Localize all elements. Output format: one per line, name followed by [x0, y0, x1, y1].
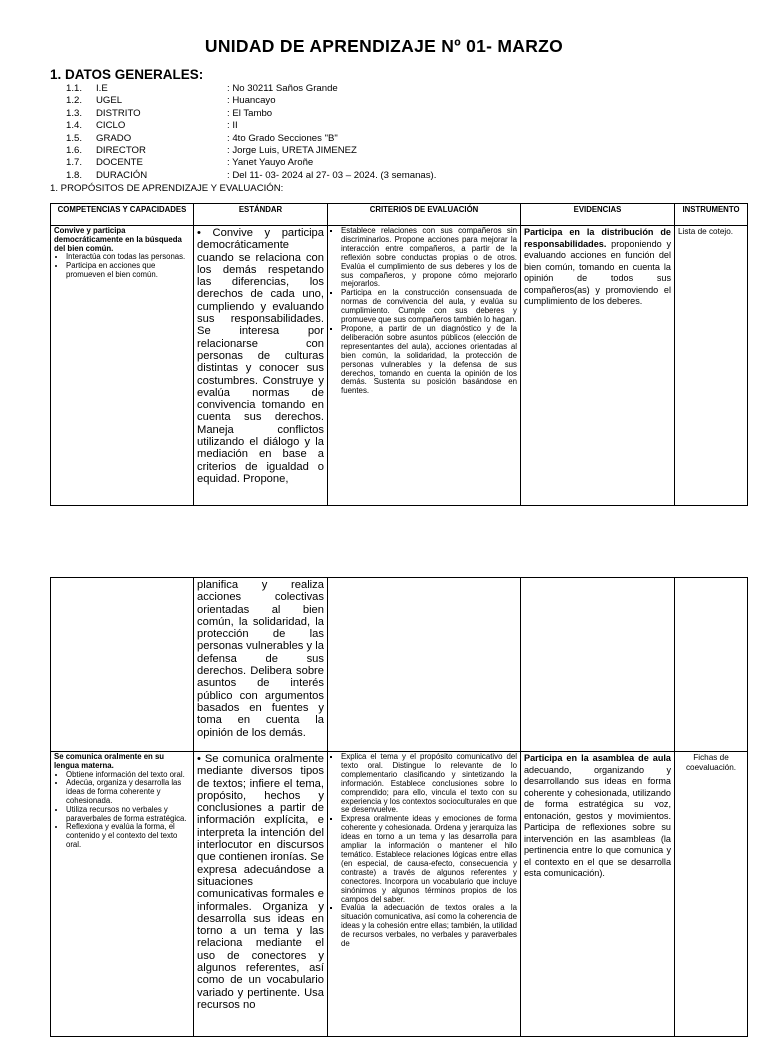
capacidad-item: • Adecúa, organiza y desarrolla las ideas de forma coherente y cohesionada.: [66, 779, 190, 805]
datos-key: CICLO: [96, 120, 126, 132]
datos-value: : 4to Grado Secciones "B": [227, 132, 338, 144]
capacidad-item: • Interactúa con todas las personas.: [66, 253, 190, 262]
evidencias-cell: [521, 226, 675, 506]
estandar-cell: [194, 752, 328, 1037]
estandar-cell: [194, 226, 328, 506]
capacidades-list: [54, 253, 190, 279]
evidencia-text: proponiendo y evaluando acciones en función del bien común, tomando en cuenta la opinión de todos sus compañeros(as) y promoviendo el cumplimiento de los deberes.: [524, 238, 671, 306]
instrumento-cell: Fichas de coevaluación.: [675, 752, 748, 1037]
criterios-cell: [328, 578, 521, 752]
datos-value: : Yanet Yauyo Aroñe: [227, 157, 314, 169]
header-competencias: COMPETENCIAS Y CAPACIDADES: [51, 204, 194, 226]
table-row: [51, 226, 748, 506]
competencia-cell: [51, 226, 194, 506]
criterio-item: ▪ Propone, a partir de un diagnóstico y de la deliberación sobre asuntos públicos (elección de representantes del aula), acciones orientadas al bien común, la solidaridad, la protección de personas vulnerables y la defensa de sus derechos, tomando en cuenta la opinión de los demás. Sustenta su posición basándose en fuentes.: [341, 325, 517, 396]
capacidad-item: • Participa en acciones que promueven el bien común.: [66, 262, 190, 280]
capacidad-item: • Obtiene información del texto oral.: [66, 771, 190, 780]
header-evidencias: EVIDENCIAS: [521, 204, 675, 226]
criterios-cell: [328, 226, 521, 506]
criterio-item: ▪ Explica el tema y el propósito comunicativo del texto oral. Distingue lo relevante de lo complementario clasificando y sintetizando la información. Establece conclusiones sobre lo comprendido; para ello, vincula el texto con su experiencia y los contextos socioculturales en que se desenvuelve.: [341, 753, 517, 815]
estandar-text: • Se comunica oralmente mediante diversos tipos de textos; infiere el tema, propósito, hechos y conclusiones a partir de información explícita, e interpreta la intención del interlocutor en discursos que contienen ironías. Se expresa adecuándose a situaciones comunicativas formales e informales. Organiza y desarrolla sus ideas en torno a un tema y las relaciona mediante el uso de conectores y algunos referentes, así como de un vocabulario variado y pertinente. Usa recursos no: [197, 753, 324, 1011]
estandar-text: • Convive y participa democráticamente cuando se relaciona con los demás respetando las diferencias, los derechos de cada uno, cumpliendo y evaluando sus responsabilidades. Se interesa por relacionarse con personas de culturas distintas y conocer sus costumbres. Construye y evalúa normas de convivencia tomando en cuenta sus derechos. Maneja conflictos utilizando el diálogo y la mediación en base a criterios de igualdad o equidad. Propone,: [197, 227, 324, 485]
datos-number: 1.4.: [66, 120, 83, 132]
table-row: [51, 752, 748, 1037]
datos-key: GRADO: [96, 132, 132, 144]
datos-value: : Del 11- 03- 2024 al 27- 03 – 2024. (3 semanas).: [227, 169, 437, 181]
capacidad-item: • Reflexiona y evalúa la forma, el contenido y el contexto del texto oral.: [66, 823, 190, 849]
competencia-title: Se comunica oralmente en su lengua materna.: [54, 752, 165, 770]
header-instrumento: INSTRUMENTO: [675, 204, 748, 226]
datos-number: 1.3.: [66, 107, 83, 119]
propositos-heading: 1. PROPÓSITOS DE APRENDIZAJE Y EVALUACIÓN:: [50, 183, 284, 194]
competencia-title: Convive y participa democráticamente en la búsqueda del bien común.: [54, 226, 182, 253]
datos-key: DOCENTE: [96, 157, 143, 169]
instrumento-cell: Lista de cotejo.: [675, 226, 748, 506]
datos-generales-heading: 1. DATOS GENERALES:: [50, 67, 204, 82]
datos-number: 1.8.: [66, 169, 83, 181]
datos-value: : Huancayo: [227, 95, 276, 107]
datos-key: UGEL: [96, 95, 123, 107]
table-header-row: [51, 204, 748, 226]
estandar-cell: [194, 578, 328, 752]
datos-number: 1.1.: [66, 83, 83, 94]
evidencias-cell: [521, 752, 675, 1037]
criterios-list: [331, 227, 517, 396]
page-title: UNIDAD DE APRENDIZAJE Nº 01- MARZO: [204, 36, 564, 56]
competencia-cell: [51, 578, 194, 752]
evidencias-cell: [521, 578, 675, 752]
evidencia-title: Participa en la asamblea de aula: [524, 753, 671, 763]
evidencia-title: Participa en la distribución de responsabilidades.: [524, 227, 671, 249]
datos-value: : Jorge Luis, URETA JIMENEZ: [227, 144, 357, 156]
header-criterios: CRITERIOS DE EVALUACIÓN: [328, 204, 521, 226]
criterio-item: ▪ Participa en la construcción consensuada de normas de convivencia del aula, y evalúa su cumplimiento. Cumple con sus deberes y promueve que sus compañeros también lo hagan.: [341, 289, 517, 325]
capacidades-list: [54, 771, 190, 850]
capacidad-item: • Utiliza recursos no verbales y paraverbales de forma estratégica.: [66, 806, 190, 824]
header-estandar: ESTÁNDAR: [194, 204, 328, 226]
datos-key: DISTRITO: [96, 107, 141, 119]
estandar-text: planifica y realiza acciones colectivas orientadas al bien común, la solidaridad, la protección de las personas vulnerables y la defensa de sus derechos. Delibera sobre asuntos de interés público con argumentos basados en fuentes y toma en cuenta la opinión de los demás.: [197, 579, 324, 739]
datos-number: 1.7.: [66, 157, 83, 169]
criterio-item: ▪ Establece relaciones con sus compañeros sin discriminarlos. Propone acciones para mejorar la interacción entre compañeros, a partir de la reflexión sobre conductas propias o de otros. Evalúa el cumplimiento de sus deberes y los de sus compañeros, y propone cómo mejorarlo mejorarlos.: [341, 227, 517, 289]
criterios-list: [331, 753, 517, 949]
competencia-cell: [51, 752, 194, 1037]
criterio-item: ▪ Expresa oralmente ideas y emociones de forma coherente y cohesionada. Ordena y jerarquiza las ideas en torno a un tema y las desarrolla para ampliar la información o mantener el hilo temático. Establece relaciones lógicas entre ellas (en especial, de causa-efecto, consecuencia y contraste) a través de algunos referentes y conectores. Incorpora un vocabulario que incluye sinónimos y algunos términos propios de los campos del saber.: [341, 815, 517, 904]
datos-value: : El Tambo: [227, 107, 273, 119]
table-row: [51, 578, 748, 752]
criterio-item: ▪ Evalúa la adecuación de textos orales a la situación comunicativa, así como la coherencia de ideas y la cohesión entre ellas; también, la utilidad de recursos verbales, no verbales y paraverbales de: [341, 904, 517, 949]
evidencia-text: adecuando, organizando y desarrollando sus ideas en forma coherente y cohesionada, utilizando de forma estratégica su voz, entonación, gestos y movimientos. Participa de reflexiones sobre su intervención en las asambleas (la pertinencia entre lo que comunica y el contexto en el que se desarrolla esta comunicación).: [524, 764, 671, 878]
datos-value: : II: [227, 120, 238, 132]
datos-key: I.E: [96, 83, 108, 94]
datos-value: : No 30211 Saños Grande: [227, 83, 338, 94]
criterios-cell: [328, 752, 521, 1037]
propositos-table-continued: [50, 577, 748, 1037]
datos-key: DURACIÓN: [96, 169, 148, 181]
datos-number: 1.5.: [66, 132, 83, 144]
datos-number: 1.6.: [66, 144, 83, 156]
propositos-table: [50, 203, 748, 506]
datos-number: 1.2.: [66, 95, 83, 107]
datos-key: DIRECTOR: [96, 144, 146, 156]
instrumento-cell: [675, 578, 748, 752]
